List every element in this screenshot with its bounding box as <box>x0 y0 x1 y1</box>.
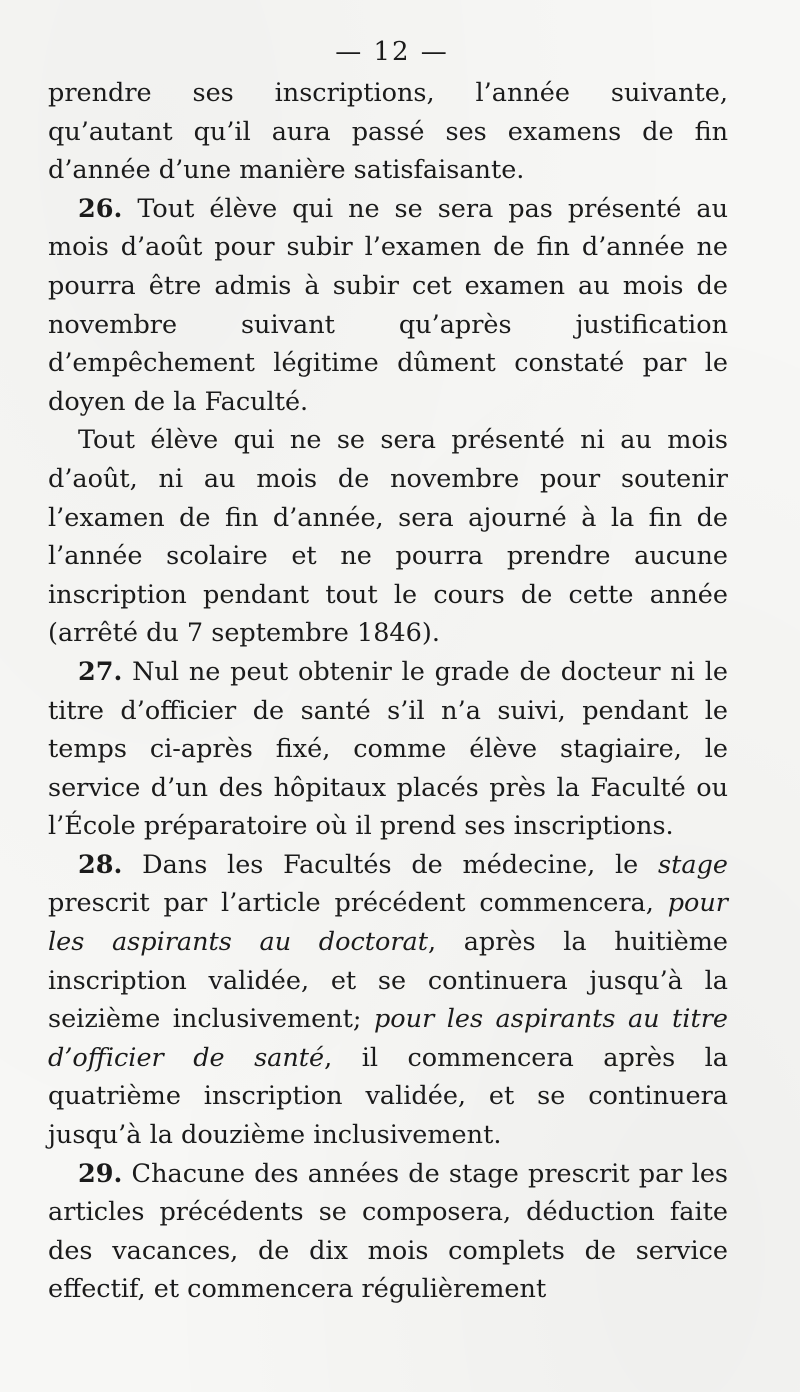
paragraph-text: , il commencera après la quatrième inscription validée, et se continuera jusqu’à la douzième inclusivement. <box>48 1042 728 1151</box>
paragraph-text: , après la huitième inscription validée, et se continuera jusqu’à la seizième inclusivement; <box>48 927 728 1035</box>
article-number: 26. <box>78 193 123 224</box>
article-number: 28. <box>78 849 123 880</box>
paragraph-text: Tout élève qui ne se sera pas présenté au mois d’août pour subir l’examen de fin d’année ne pourra être admis à subir cet examen au mois de novembre suivant qu’après justification d’empêchement légitime dûment constaté par le doyen de la Faculté. <box>48 193 728 417</box>
paragraph-text: prescrit par l’article précédent commencera, <box>48 888 668 919</box>
paragraph-text: Chacune des années de stage prescrit par les articles précédents se composera, déduction faite des vacances, de dix mois complets de service effectif, et commencera régulièrement <box>48 1158 728 1305</box>
italic-text: pour les aspirants au titre d’officier de santé <box>48 1004 728 1073</box>
paragraph-text: Nul ne peut obtenir le grade de docteur ni le titre d’officier de santé s’il n’a suivi, pendant le temps ci-après fixé, comme élève stagiaire, le service d’un des hôpitaux placés près la Faculté ou l’École préparatoire où il prend ses inscriptions. <box>48 656 728 842</box>
paragraph <box>48 653 728 846</box>
paragraph-text: prendre ses inscriptions, l’année suivante, qu’autant qu’il aura passé ses examens de fin d’année d’une manière satisfaisante. <box>48 78 728 186</box>
body-text <box>48 74 728 1309</box>
paragraph-text: Tout élève qui ne se sera présenté ni au mois d’août, ni au mois de novembre pour soutenir l’examen de fin d’année, sera ajourné à la fin de l’année scolaire et ne pourra prendre aucune inscription pendant tout le cours de cette année (arrêté du 7 septembre 1846). <box>48 425 728 649</box>
italic-text: pour les aspirants au doctorat <box>48 888 728 958</box>
paragraph <box>48 421 728 653</box>
article-number: 29. <box>78 1158 123 1189</box>
article-number: 27. <box>78 656 123 687</box>
paragraph <box>48 846 728 1155</box>
paragraph <box>48 74 728 190</box>
paragraph <box>48 1155 728 1309</box>
page-number: — 12 — <box>335 37 449 67</box>
paragraph-text: Dans les Facultés de médecine, le <box>122 849 659 880</box>
paragraph <box>48 190 728 422</box>
italic-text: stage <box>658 849 728 880</box>
